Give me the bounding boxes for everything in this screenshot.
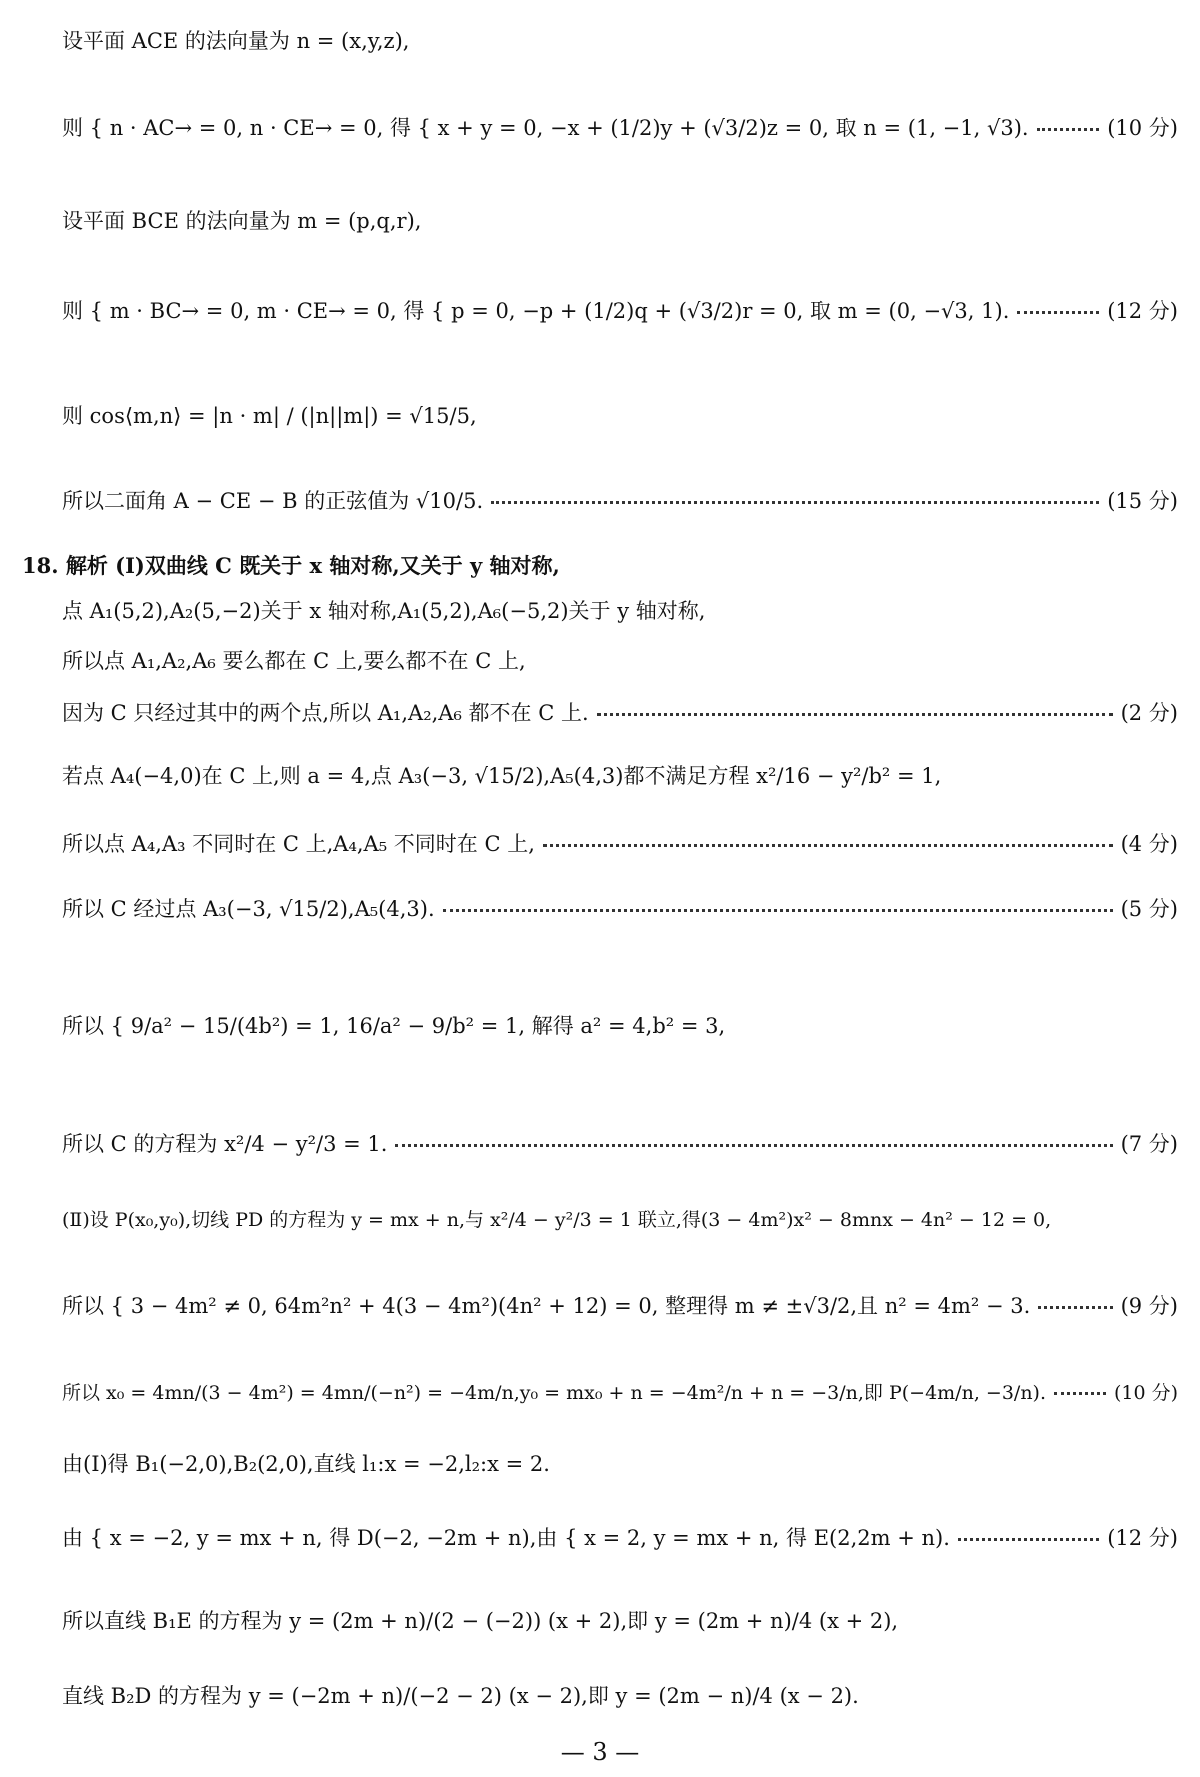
leader-dots [1017, 311, 1099, 314]
line-l16 [62, 1205, 1178, 1232]
score-label: (10 分) [1107, 116, 1178, 140]
line-l11 [62, 760, 1178, 790]
line-text: 所以 { 3 − 4m² ≠ 0, 64m²n² + 4(3 − 4m²)(4n² + 12) = 0, 整理得 m ≠ ±√3/2,且 n² = 4m² − 3. [62, 1294, 1031, 1318]
score-label: (15 分) [1107, 489, 1178, 513]
line-text: 点 A₁(5,2),A₂(5,−2)关于 x 轴对称,A₁(5,2),A₆(−5,2)关于 y 轴对称, [62, 599, 706, 623]
score-label: (4 分) [1120, 832, 1178, 856]
score-label: (7 分) [1120, 1132, 1178, 1156]
line-l1 [62, 25, 1178, 55]
line-text: 则 { m · BC→ = 0, m · CE→ = 0, 得 { p = 0, −p + (1/2)q + (√3/2)r = 0, 取 m = (0, −√3, 1). [62, 299, 1010, 323]
line-l15 [62, 1128, 1178, 1158]
line-l22 [62, 1680, 1178, 1710]
line-l8 [62, 595, 1178, 625]
line-l10 [62, 697, 1178, 727]
score-label: (5 分) [1120, 897, 1178, 921]
score-label: (9 分) [1120, 1294, 1178, 1318]
score-label: (12 分) [1107, 299, 1178, 323]
line-l12 [62, 828, 1178, 858]
line-l9 [62, 645, 1178, 675]
page-number: — 3 — [560, 1738, 640, 1766]
line-l21 [62, 1605, 1178, 1635]
line-l5 [62, 400, 1178, 430]
question-header: 18. 解析 (Ⅰ)双曲线 C 既关于 x 轴对称,又关于 y 轴对称, [22, 553, 560, 578]
line-l17 [62, 1290, 1178, 1320]
score-label: (10 分) [1113, 1382, 1178, 1404]
leader-dots [1054, 1392, 1106, 1395]
line-text: 因为 C 只经过其中的两个点,所以 A₁,A₂,A₆ 都不在 C 上. [62, 701, 589, 725]
line-text: 所以直线 B₁E 的方程为 y = (2m + n)/(2 − (−2)) (x + 2),即 y = (2m + n)/4 (x + 2), [62, 1609, 899, 1633]
line-l13 [62, 893, 1178, 923]
line-text: 所以点 A₄,A₃ 不同时在 C 上,A₄,A₅ 不同时在 C 上, [62, 832, 535, 856]
line-text: 设平面 ACE 的法向量为 n = (x,y,z), [62, 29, 410, 53]
line-l2 [62, 112, 1178, 142]
line-text: 所以二面角 A − CE − B 的正弦值为 √10/5. [62, 489, 484, 513]
line-text: 所以 { 9/a² − 15/(4b²) = 1, 16/a² − 9/b² = 1, 解得 a² = 4,b² = 3, [62, 1014, 726, 1038]
line-text: 设平面 BCE 的法向量为 m = (p,q,r), [62, 209, 422, 233]
leader-dots [958, 1538, 1099, 1541]
line-l6 [62, 485, 1178, 515]
score-label: (2 分) [1120, 701, 1178, 725]
leader-dots [1037, 128, 1100, 131]
leader-dots [443, 909, 1113, 912]
line-text: 所以点 A₁,A₂,A₆ 要么都在 C 上,要么都不在 C 上, [62, 649, 526, 673]
line-text: 由(Ⅰ)得 B₁(−2,0),B₂(2,0),直线 l₁:x = −2,l₂:x = 2. [62, 1452, 550, 1476]
line-text: 由 { x = −2, y = mx + n, 得 D(−2, −2m + n),由 { x = 2, y = mx + n, 得 E(2,2m + n). [62, 1526, 950, 1550]
line-l3 [62, 205, 1178, 235]
line-text: 若点 A₄(−4,0)在 C 上,则 a = 4,点 A₃(−3, √15/2),A₅(4,3)都不满足方程 x²/16 − y²/b² = 1, [62, 764, 942, 788]
leader-dots [597, 713, 1113, 716]
line-l7 [22, 550, 1178, 580]
leader-dots [395, 1144, 1112, 1147]
line-text: 所以 C 经过点 A₃(−3, √15/2),A₅(4,3). [62, 897, 435, 921]
leader-dots [491, 501, 1099, 504]
line-text: (Ⅱ)设 P(x₀,y₀),切线 PD 的方程为 y = mx + n,与 x²/4 − y²/3 = 1 联立,得(3 − 4m²)x² − 8mnx − 4n² − 12 = 0, [62, 1209, 1052, 1231]
leader-dots [543, 844, 1113, 847]
line-text: 直线 B₂D 的方程为 y = (−2m + n)/(−2 − 2) (x − 2),即 y = (2m − n)/4 (x − 2). [62, 1684, 859, 1708]
line-l20 [62, 1522, 1178, 1552]
line-text: 所以 C 的方程为 x²/4 − y²/3 = 1. [62, 1132, 388, 1156]
line-text: 则 cos⟨m,n⟩ = |n · m| / (|n||m|) = √15/5, [62, 404, 477, 428]
line-l19 [62, 1448, 1178, 1478]
line-l4 [62, 295, 1178, 325]
line-l14 [62, 1010, 1178, 1040]
line-text: 所以 x₀ = 4mn/(3 − 4m²) = 4mn/(−n²) = −4m/n,y₀ = mx₀ + n = −4m²/n + n = −3/n,即 P(−4m/n, −3/n). [62, 1382, 1047, 1404]
leader-dots [1038, 1306, 1112, 1309]
score-label: (12 分) [1107, 1526, 1178, 1550]
line-text: 则 { n · AC→ = 0, n · CE→ = 0, 得 { x + y = 0, −x + (1/2)y + (√3/2)z = 0, 取 n = (1, −1, √3). [62, 116, 1029, 140]
line-l18 [62, 1378, 1178, 1405]
